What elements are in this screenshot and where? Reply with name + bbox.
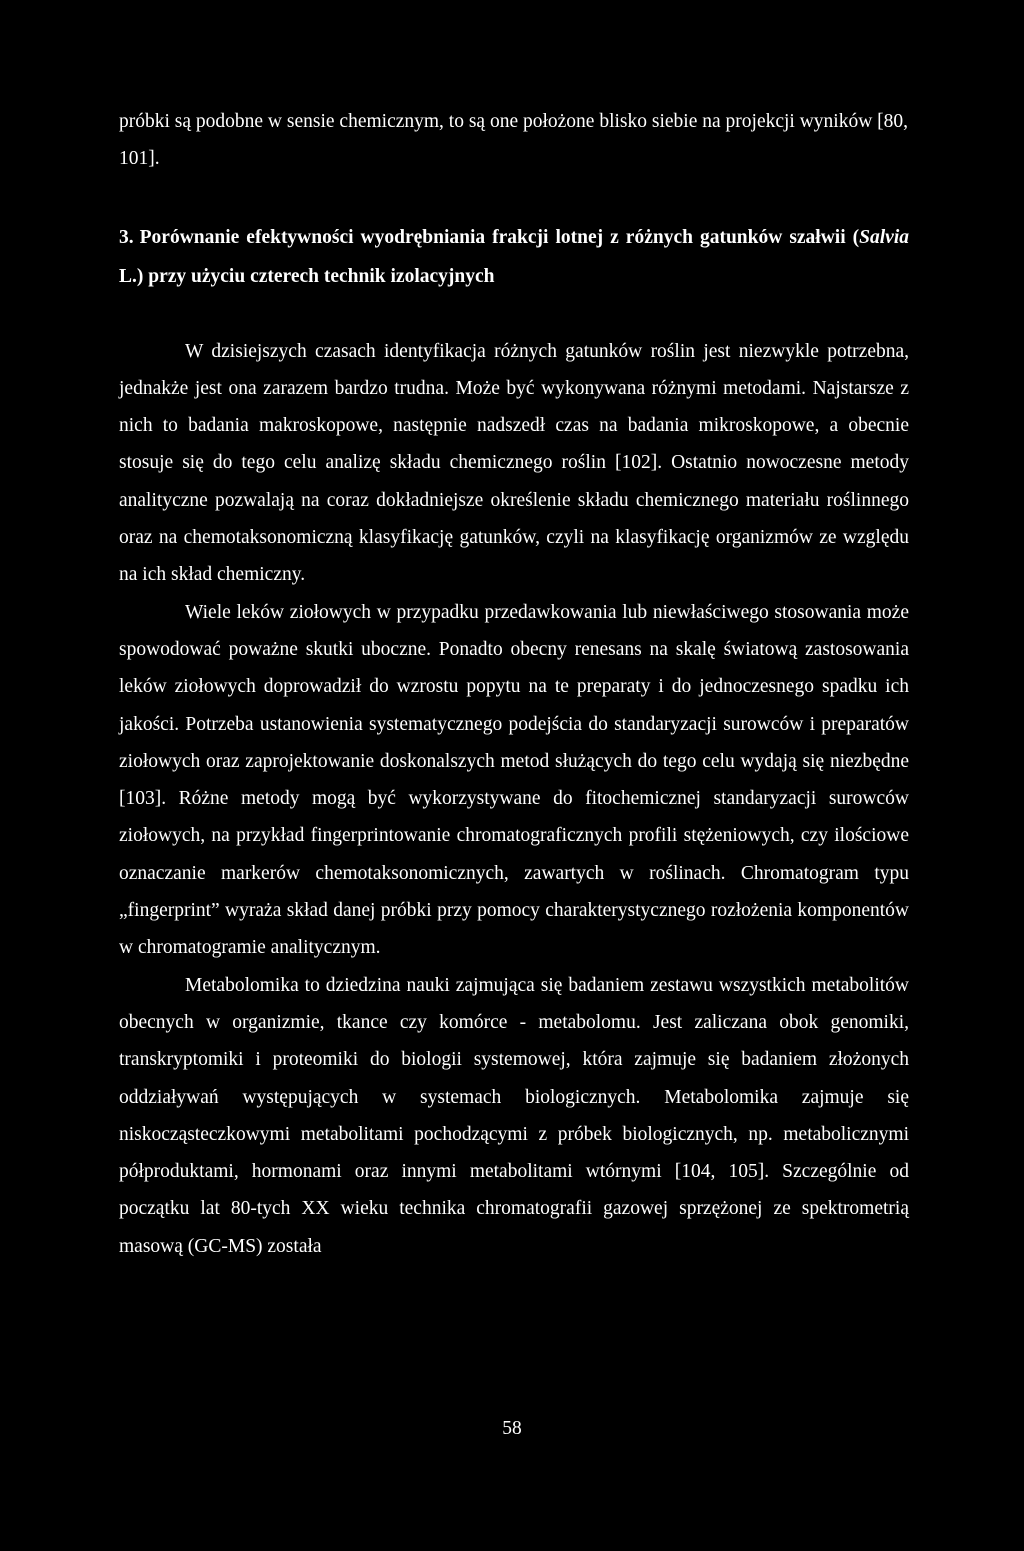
section-heading [119, 218, 909, 296]
body-paragraph-2: Wiele leków ziołowych w przypadku przedawkowania lub niewłaściwego stosowania może spowodować poważne skutki uboczne. Ponadto obecny renesans na skalę światową zastosowania leków ziołowych doprowadził do wzrostu popytu na te preparaty i do jednoczesnego spadku ich jakości. Potrzeba ustanowienia systematycznego podejścia do standaryzacji surowców i preparatów ziołowych oraz zaprojektowanie doskonalszych metod służących do tego celu wydają się niezbędne [103]. Różne metody mogą być wykorzystywane do fitochemicznej standaryzacji surowców ziołowych, na przykład fingerprintowanie chromatograficznych profili stężeniowych, czy ilościowe oznaczanie markerów chemotaksonomicznych, zawartych w roślinach. Chromatogram typu „fingerprint” wyraża skład danej próbki przy pomocy charakterystycznego rozłożenia komponentów w chromatogramie analitycznym. [119, 601, 909, 959]
document-body [119, 103, 909, 1265]
section-heading-text-end: L.) przy użyciu czterech technik izolacyjnych [119, 265, 495, 287]
section-number: 3. [119, 226, 134, 248]
body-paragraph-3: Metabolomika to dziedzina nauki zajmująca się badaniem zestawu wszystkich metabolitów obecnych w organizmie, tkance czy komórce - metabolomu. Jest zaliczana obok genomiki, transkryptomiki i proteomiki do biologii systemowej, która zajmuje się badaniem złożonych oddziaływań występujących w systemach biologicznych. Metabolomika zajmuje się niskocząsteczkowymi metabolitami pochodzącymi z próbek biologicznych, np. metabolicznymi półproduktami, hormonami oraz innymi metabolitami wtórnymi [104, 105]. Szczególnie od początku lat 80-tych XX wieku technika chromatografii gazowej sprzężonej ze spektrometrią masową (GC-MS) została [119, 974, 909, 1257]
section-heading-italic: Salvia [859, 226, 909, 248]
intro-paragraph: próbki są podobne w sensie chemicznym, to są one położone blisko siebie na projekcji wyników [80, 101]. [119, 111, 909, 170]
section-heading-text-start: Porównanie efektywności wyodrębniania frakcji lotnej z różnych gatunków szałwii ( [139, 226, 860, 248]
page-number: 58 [502, 1418, 522, 1439]
body-paragraph-1: W dzisiejszych czasach identyfikacja różnych gatunków roślin jest niezwykle potrzebna, jednakże jest ona zarazem bardzo trudna. Może być wykonywana różnymi metodami. Najstarsze z nich to badania makroskopowe, następnie nadszedł czas na badania mikroskopowe, a obecnie stosuje się do tego celu analizę składu chemicznego roślin [102]. Ostatnio nowoczesne metody analityczne pozwalają na coraz dokładniejsze określenie składu chemicznego materiału roślinnego oraz na chemotaksonomiczną klasyfikację gatunków, czyli na klasyfikację organizmów ze względu na ich skład chemiczny. [119, 340, 909, 586]
